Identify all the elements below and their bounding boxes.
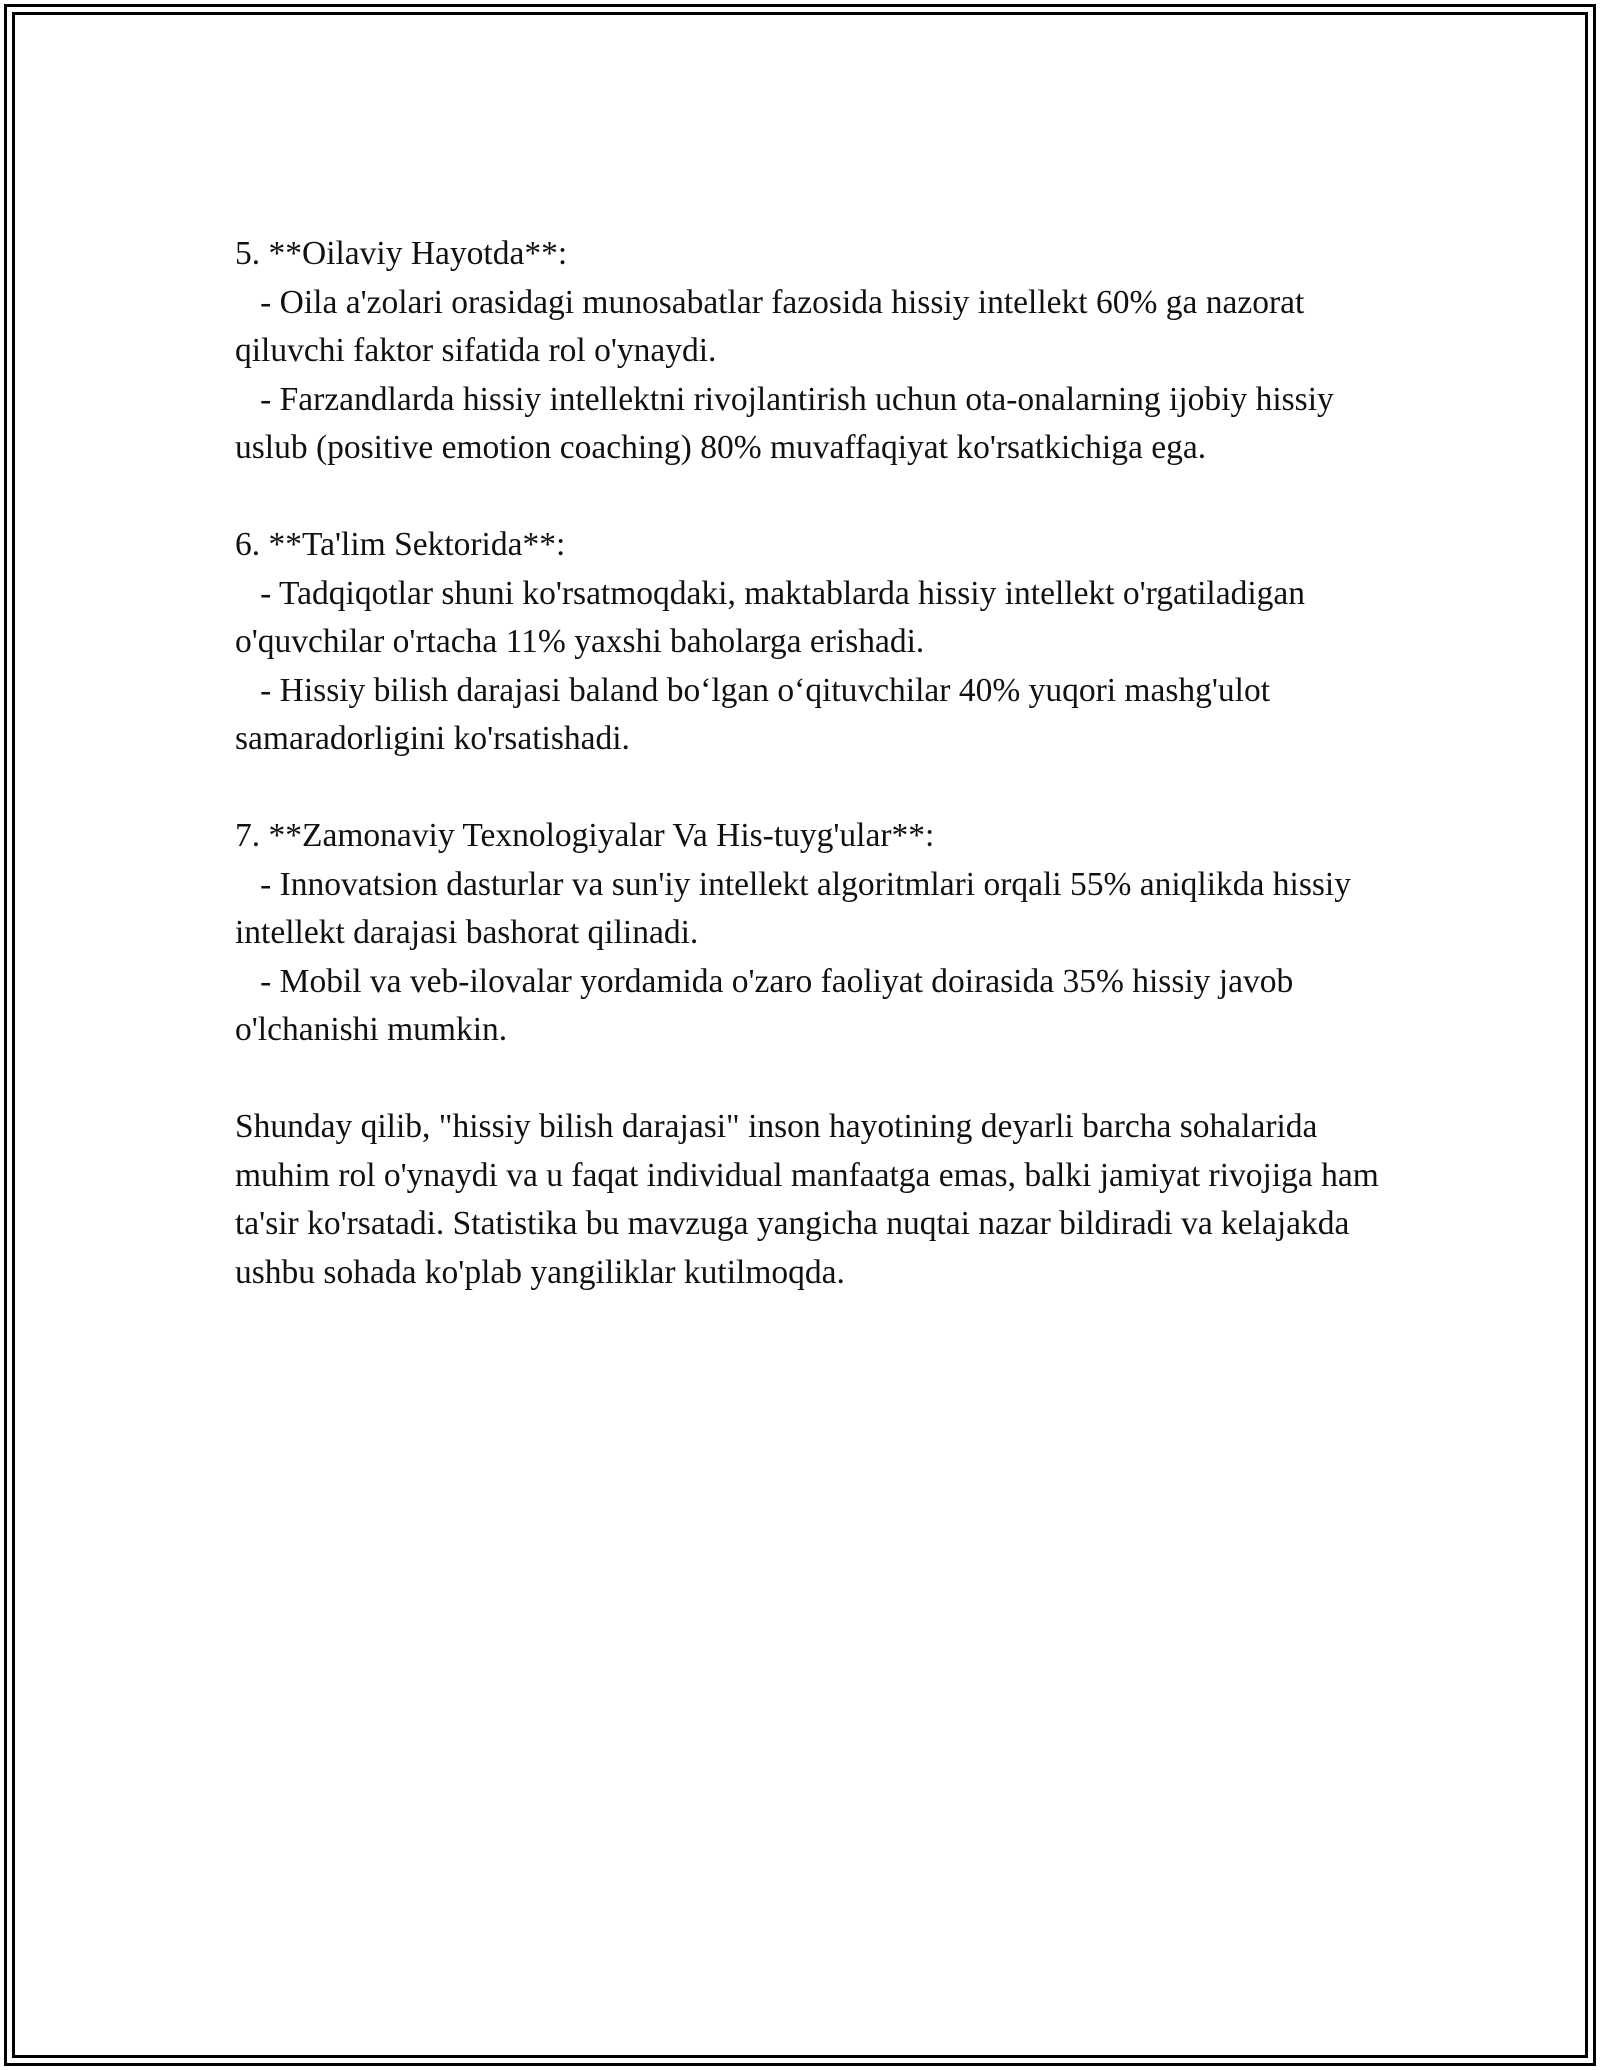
- section-technology: [235, 812, 1395, 1055]
- conclusion-paragraph: Shunday qilib, "hissiy bilish darajasi" inson hayotining deyarli barcha sohalarida muhim rol o'ynaydi va u faqat individual manfaatga emas, balki jamiyat rivojiga ham ta'sir ko'rsatadi. Statistika bu mavzuga yangicha nuqtai nazar bildiradi va kelajakda ushbu sohada ko'plab yangiliklar kutilmoqda.: [235, 1108, 1388, 1291]
- list-item: - Farzandlarda hissiy intellektni rivojlantirish uchun ota-onalarning ijobiy hissiy uslub (positive emotion coaching) 80% muvaffaqiyat ko'rsatkichiga ega.: [235, 380, 1343, 466]
- list-item: - Tadqiqotlar shuni ko'rsatmoqdaki, maktablarda hissiy intellekt o'rgatiladigan o'quvchilar o'rtacha 11% yaxshi baholarga erishadi.: [235, 574, 1314, 660]
- list-item: - Mobil va veb-ilovalar yordamida o'zaro faoliyat doirasida 35% hissiy javob o'lchanishi mumkin.: [235, 962, 1302, 1048]
- spacer: [235, 764, 1395, 813]
- section-heading: 6. **Ta'lim Sektorida**:: [235, 526, 566, 563]
- section-heading: 5. **Oilaviy Hayotda**:: [235, 235, 568, 272]
- section-family-life: [235, 230, 1395, 473]
- list-item: - Innovatsion dasturlar va sun'iy intellekt algoritmlari orqali 55% aniqlikda hissiy intellekt darajasi bashorat qilinadi.: [235, 865, 1360, 951]
- list-item: - Hissiy bilish darajasi baland bo‘lgan o‘qituvchilar 40% yuqori mashg'ulot samaradorligini ko'rsatishadi.: [235, 671, 1279, 757]
- section-education: [235, 521, 1395, 764]
- document-body: [235, 230, 1395, 1297]
- spacer: [235, 473, 1395, 522]
- spacer: [235, 1055, 1395, 1104]
- section-heading: 7. **Zamonaviy Texnologiyalar Va His-tuyg'ular**:: [235, 817, 935, 854]
- list-item: - Oila a'zolari orasidagi munosabatlar fazosida hissiy intellekt 60% ga nazorat qiluvchi faktor sifatida rol o'ynaydi.: [235, 283, 1313, 369]
